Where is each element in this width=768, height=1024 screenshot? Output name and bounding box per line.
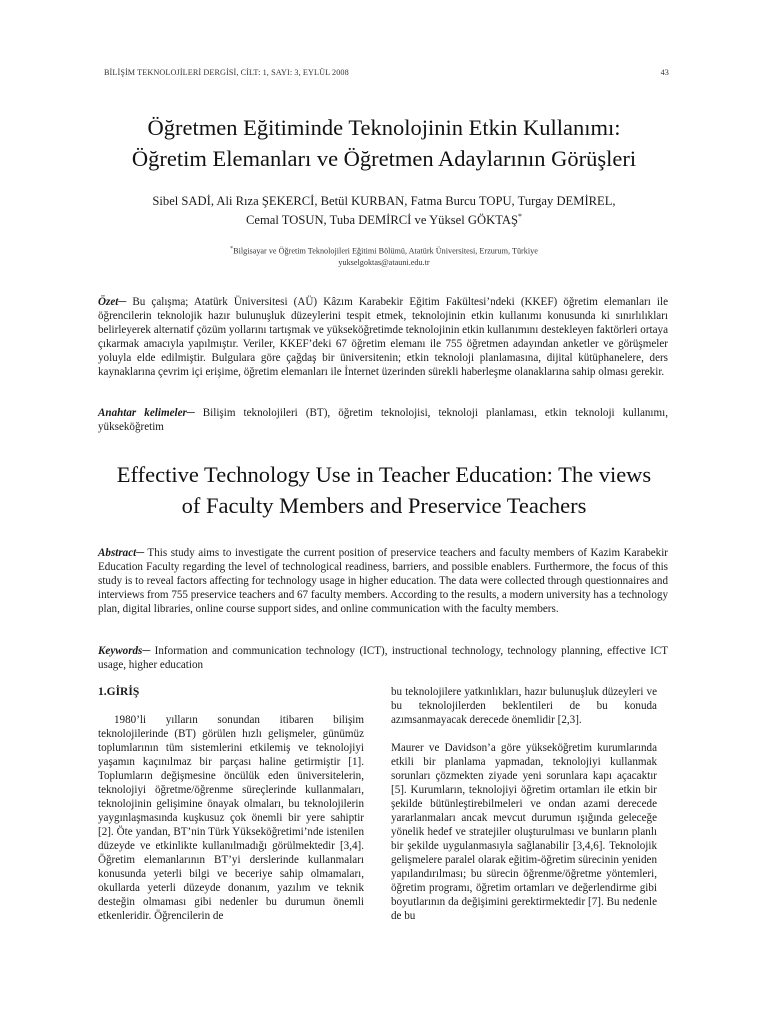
author-line-1: Sibel SADİ, Ali Rıza ŞEKERCİ, Betül KURBAN, Fatma Burcu TOPU, Turgay DEMİREL,: [152, 194, 616, 208]
ozet-dash: ─: [118, 296, 127, 308]
section-heading-giris: 1.GİRİŞ: [98, 686, 140, 698]
keywords-dash: ─: [142, 645, 151, 657]
contact-email[interactable]: yukselgoktas@atauni.edu.tr: [338, 257, 430, 267]
english-title-line-2: of Faculty Members and Preservice Teachers: [181, 493, 587, 518]
author-footnote-marker: *: [517, 212, 522, 221]
abstract-dash: ─: [136, 547, 145, 559]
abstract-text: This study aims to investigate the current position of preservice teachers and faculty members of Kazim Karabekir Education Faculty regarding the level of technological readiness, barriers, and possible enablers. Furthermore, the focus of this study is to reveal factors affecting for technology usage in higher education. The data were collected through questionnaires and interviews from 755 preservice teachers and 67 faculty members. According to the results, a modern university has a technology plan, digital libraries, online course support sides, and online communication with the faculty members.: [98, 547, 668, 615]
ozet-text: Bu çalışma; Atatürk Üniversitesi (AÜ) Kâzım Karabekir Eğitim Fakültesi’ndeki (KKEF) öğretim elemanları ile öğrencilerin teknolojik hazır bulunuşluk düzeylerini tespit etmek, teknolojinin etkin kullanımı konusunda ki sınırlılıkları belirleyerek alternatif çözüm yollarını tartışmak ve yükseköğretimde teknolojinin etkin kullanımını destekleyen faktörleri ortaya çıkarmak amacıyla yapılmıştır. Veriler, KKEF’deki 67 öğretim elemanı ile 755 öğretmen adayından anketler ve görüşmeler yoluyla elde edilmiştir. Bulgulara göre çağdaş bir üniversitenin; etkin teknoloji planlamasına, dijital kütüphanelere, ders kaynaklarına çevrim içi erişime, öğretim elemanları ile İnternet üzerinden sürekli haberleşme olanaklarına sahip olması gerekir.: [98, 296, 668, 378]
author-names-line-2: Cemal TOSUN, Tuba DEMİRCİ ve Yüksel GÖKTAŞ: [246, 213, 518, 228]
english-keywords: [98, 644, 668, 672]
affiliation: [110, 244, 658, 268]
author-line-2: [90, 209, 678, 228]
anahtar-dash: ─: [186, 407, 195, 419]
body-column-right: [391, 685, 657, 923]
intro-paragraph-2: Maurer ve Davidson’a göre yükseköğretim kurumlarında etkili bir planlama yapmadan, teknolojiyi kullanmak sorunları çözmekten ziyade yeni sorunlara kapı açacaktır [5]. Kurumların, teknolojiyi öğretim ortamları ile etkin bir şekilde bütünleştirebilmeleri ve ondan azami derecede yararlanmaları ancak mevcut durumun ışığında geleceğe yönelik hedef ve stratejiler oluşturulması ve bunların planlı bir şekilde uygulanmasıyla sağlanabilir [3,4,6]. Teknolojik gelişmelere paralel olarak eğitim-öğretim sürecinin yeniden yapılandırılması; bu sürecin öğrenme/öğretme yöntemleri, öğretim programı, öğretim ortamları ve değerlendirme gibi boyutlarının da değişimini gerektirmektedir [7]. Bu nedenle de bu: [391, 742, 657, 922]
anahtar-text: Bilişim teknolojileri (BT), öğretim teknolojisi, teknoloji planlaması, etkin teknoloji kullanımı, yükseköğretim: [98, 407, 668, 433]
abstract-label: Abstract: [98, 547, 137, 559]
affiliation-line: [110, 244, 658, 257]
turkish-keywords: [98, 406, 668, 434]
english-abstract: [98, 546, 668, 616]
keywords-label: Keywords: [98, 645, 143, 657]
intro-paragraph-continued: bu teknolojilere yatkınlıkları, hazır bulunuşluk düzeyleri ve bu teknolojilerden beklentileri de bu konuda azımsanmayacak derecede önemlidir [2,3].: [391, 686, 657, 726]
affiliation-marker: *: [230, 246, 234, 252]
ozet-label: Özet: [98, 296, 119, 308]
turkish-title-line-1: Öğretmen Eğitiminde Teknolojinin Etkin Kullanımı:: [147, 115, 621, 140]
affiliation-text: Bilgisayar ve Öğretim Teknolojileri Eğitimi Bölümü, Atatürk Üniversitesi, Erzurum, Türkiye: [233, 246, 538, 256]
anahtar-label: Anahtar kelimeler: [98, 407, 187, 419]
body-column-left: [98, 685, 364, 923]
journal-citation: BİLİŞİM TEKNOLOJİLERİ DERGİSİ, CİLT: 1, SAYI: 3, EYLÜL 2008: [104, 68, 349, 77]
english-title-line-1: Effective Technology Use in Teacher Education: The views: [116, 462, 652, 487]
english-title: [60, 459, 708, 521]
keywords-text: Information and communication technology (ICT), instructional technology, technology planning, effective ICT usage, higher education: [98, 645, 668, 671]
intro-paragraph-1: 1980’li yılların sonundan itibaren bilişim teknolojilerinde (BT) görülen hızlı gelişmeler, günümüz toplumlarının tüm sistemlerini etkilemiş ve teknolojiyi yaşamın kaçınılmaz bir parçası haline getirmiştir [1]. Toplumların değişmesine öncülük eden üniversitelerin, teknolojiyi öğretme/öğrenme süreçlerinde kullanmaları, teknolojinin gelişimine önayak olmaları, bu teknolojilerin yaygınlaşmasında kuşkusuz çok önemli bir yere sahiptir [2]. Öte yandan, BT’nin Türk Yükseköğretimi’nde istenilen düzeyde ve etkinlikte kullanılmadığı görülmektedir [3,4]. Öğretim elemanlarının BT’yi derslerinde kullanmaları konusunda yeterli bilgi ve beceriye sahip olmamaları, okullarda yeterli düzeyde donanım, yazılım ve teknik desteğin olmaması gibi nedenler bu durumun önemli etkenleridir. Öğrencilerin de: [98, 714, 364, 922]
running-header: [104, 68, 669, 77]
author-list: [90, 193, 678, 228]
turkish-abstract: [98, 295, 668, 379]
page-number: 43: [660, 68, 669, 77]
turkish-title-line-2: Öğretim Elemanları ve Öğretmen Adaylarının Görüşleri: [131, 146, 637, 171]
turkish-title: [60, 112, 708, 174]
